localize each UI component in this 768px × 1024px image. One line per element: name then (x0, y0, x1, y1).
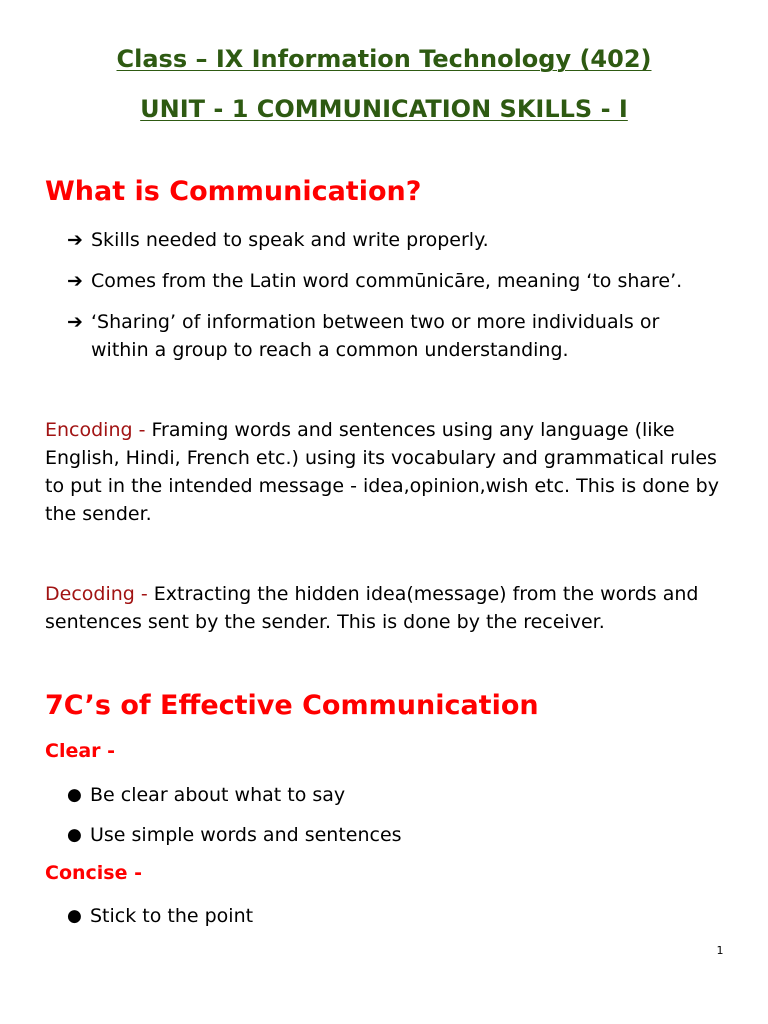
communication-heading: What is Communication? (45, 176, 422, 207)
encoding-paragraph (45, 416, 735, 528)
communication-points (67, 226, 747, 364)
list-item (67, 821, 402, 861)
list-item (67, 267, 747, 295)
encoding-definition: Framing words and sentences using any language (like English, Hindi, French etc.) using its vocabulary and grammatical rules to put in the intended message - idea,opinion,wish etc. This is done by the sender. (45, 419, 719, 525)
arrow-right-icon: ➔ (67, 311, 83, 333)
list-item (67, 902, 253, 942)
seven-cs-heading: 7C’s of Effective Communication (45, 690, 539, 721)
concise-label: Concise - (45, 862, 142, 884)
page-number: 1 (716, 944, 724, 957)
list-item-text: Use simple words and sentences (90, 824, 402, 846)
bullet-dot-icon: ● (67, 785, 82, 805)
clear-points (67, 781, 402, 861)
list-item (67, 781, 402, 821)
list-item-text: Stick to the point (90, 905, 254, 927)
list-item (67, 226, 747, 254)
unit-title: UNIT - 1 COMMUNICATION SKILLS - I (140, 95, 628, 123)
bullet-dot-icon: ● (67, 825, 82, 845)
list-item-text: ‘Sharing’ of information between two or more individuals or within a group to reach a common understanding. (91, 311, 660, 361)
class-title: Class – IX Information Technology (402) (116, 45, 652, 73)
list-item-text: Comes from the Latin word commūnicāre, meaning ‘to share’. (91, 270, 683, 292)
arrow-right-icon: ➔ (67, 229, 83, 251)
encoding-term: Encoding - (45, 419, 152, 441)
list-item (67, 308, 747, 364)
decoding-term: Decoding - (45, 583, 154, 605)
list-item-text: Be clear about what to say (90, 784, 346, 806)
decoding-definition: Extracting the hidden idea(message) from the words and sentences sent by the sender. This is done by the receiver. (45, 583, 699, 633)
bullet-dot-icon: ● (67, 906, 82, 926)
clear-label: Clear - (45, 740, 116, 762)
arrow-right-icon: ➔ (67, 270, 83, 292)
decoding-paragraph (45, 580, 735, 636)
list-item-text: Skills needed to speak and write properly. (91, 229, 489, 251)
concise-points (67, 902, 253, 942)
